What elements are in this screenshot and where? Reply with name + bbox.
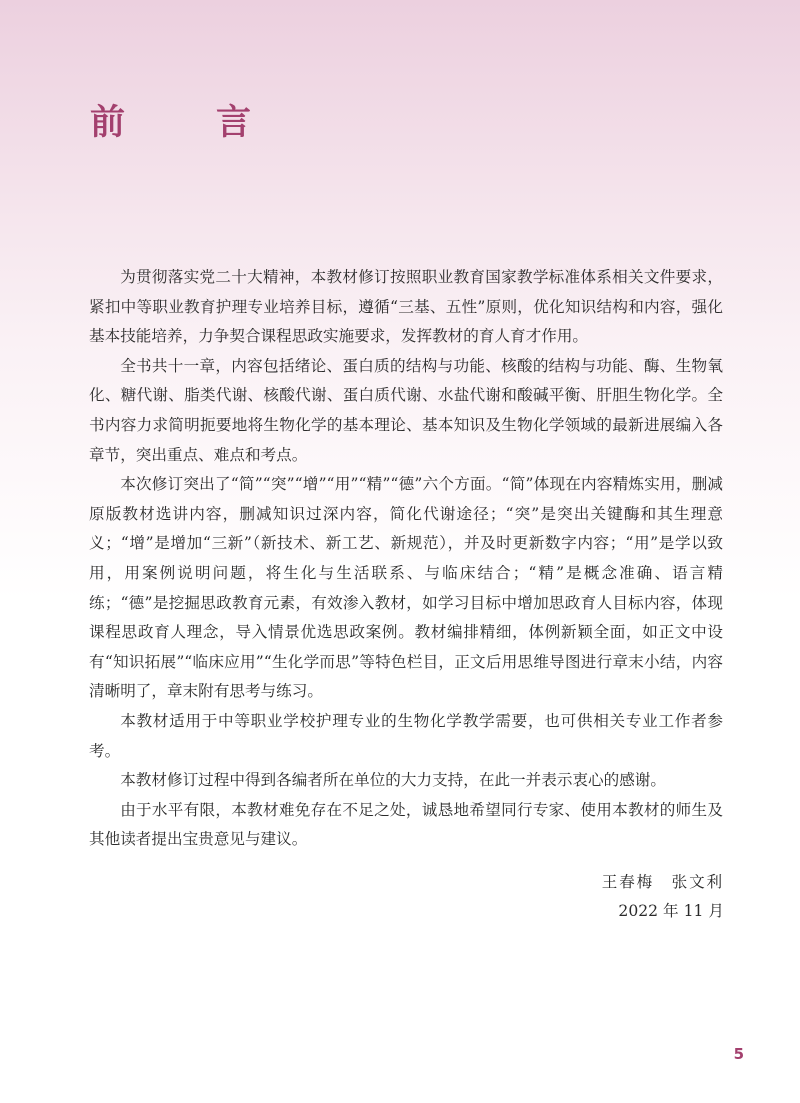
paragraph-purpose: 为贯彻落实党二十大精神，本教材修订按照职业教育国家教学标准体系相关文件要求，紧扣中等职业教育护理专业培养目标，遵循“三基、五性”原则，优化知识结构和内容，强化基本技能培养，力争契合课程思政实施要求，发挥教材的育人育才作用。 bbox=[89, 268, 723, 346]
paragraph-revision-highlights: 本次修订突出了“简”“突”“增”“用”“精”“德”六个方面。“简”体现在内容精炼实用，删减原版教材选讲内容，删减知识过深内容，简化代谢途径；“突”是突出关键酶和其生理意义；“增”是增加“三新”（新技术、新工艺、新规范），并及时更新数字内容；“用”是学以致用，用案例说明问题，将生化与生活联系、与临床结合；“精”是概念准确、语言精练；“德”是挖掘思政教育元素，有效渗入教材，如学习目标中增加思政育人目标内容，体现课程思政育人理念，导入情景优选思政案例。教材编排精细，体例新颖全面，如正文中设有“知识拓展”“临床应用”“生化学而思”等特色栏目，正文后用思维导图进行章末小结，内容清晰明了，章末附有思考与练习。 bbox=[89, 475, 723, 701]
signature-date: 2022 年 11 月 bbox=[618, 902, 724, 920]
paragraph-contents: 全书共十一章，内容包括绪论、蛋白质的结构与功能、核酸的结构与功能、酶、生物氧化、糖代谢、脂类代谢、核酸代谢、蛋白质代谢、水盐代谢和酸碱平衡、肝胆生物化学。全书内容力求简明扼要地将生物化学的基本理论、基本知识及生物化学领域的最新进展编入各章节，突出重点、难点和考点。 bbox=[89, 356, 723, 464]
signature-authors: 王春梅 张文利 bbox=[601, 873, 724, 891]
page-number: 5 bbox=[733, 1045, 744, 1063]
paragraph-acknowledgement: 本教材修订过程中得到各编者所在单位的大力支持，在此一并表示衷心的感谢。 bbox=[120, 771, 666, 790]
signature-block bbox=[602, 868, 724, 926]
preface-body bbox=[89, 263, 723, 855]
page-title: 前 言 bbox=[90, 103, 280, 143]
paragraph-feedback-request: 由于水平有限，本教材难免存在不足之处，诚恳地希望同行专家、使用本教材的师生及其他读者提出宝贵意见与建议。 bbox=[89, 800, 723, 849]
paragraph-audience: 本教材适用于中等职业学校护理专业的生物化学教学需要，也可供相关专业工作者参考。 bbox=[89, 711, 723, 760]
